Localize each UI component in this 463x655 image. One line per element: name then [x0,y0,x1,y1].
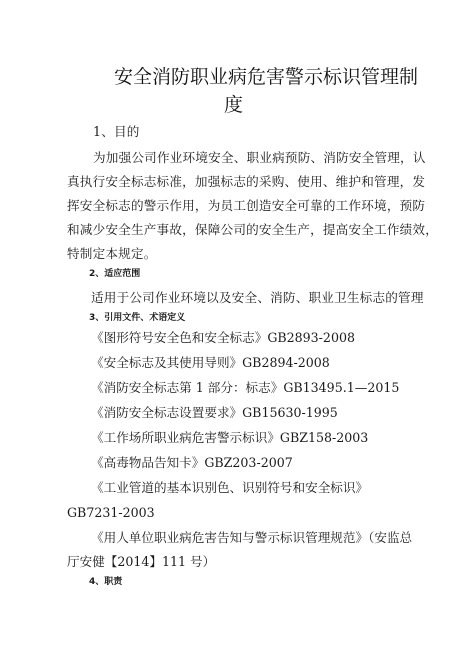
section-1-heading: 1、目的 [93,124,140,139]
document-title-line1: 安全消防职业病危害警示标识管理制 [114,66,419,88]
document-title-line2: 度 [224,94,244,116]
section-1-paragraph-line: 真执行安全标志标准，加强标志的采购、使用、维护和管理，发 [67,174,426,189]
reference-item: 《消防安全标志设置要求》GB15630-1995 [91,405,338,420]
section-2-heading: 2、适应范围 [89,269,141,279]
reference-item: 《工作场所职业病危害警示标识》GBZ158-2003 [91,430,369,445]
reference-item: 《图形符号安全色和安全标志》GB2893-2008 [91,330,355,345]
section-2-text: 适用于公司作业环境以及安全、消防、职业卫生标志的管理 [91,290,424,305]
reference-item: 《工业管道的基本识别色、识别符号和安全标识》 [91,480,369,495]
reference-item: 《安全标志及其使用导则》GB2894-2008 [91,355,330,370]
section-1-paragraph-line: 特制定本规定。 [67,246,157,261]
reference-item: 《高毒物品告知卡》GBZ203-2007 [91,455,293,470]
section-3-heading: 3、引用文件、术语定义 [89,313,186,323]
reference-item-continuation: 厅安健【2014】111 号） [67,554,216,569]
section-4-heading: 4、职责 [89,577,123,587]
section-1-paragraph-line: 挥安全标志的警示作用，为员工创造安全可靠的工作环境，预防 [67,198,426,213]
reference-item-continuation: GB7231-2003 [67,505,155,520]
section-1-paragraph-line: 和减少安全生产事故，保障公司的安全生产，提高安全工作绩效， [67,222,439,237]
reference-item: 《用人单位职业病危害告知与警示标识管理规范》（安监总 [91,530,413,545]
section-1-paragraph-line: 为加强公司作业环境安全、职业病预防、消防安全管理，认 [93,150,426,165]
reference-item: 《消防安全标志第 1 部分：标志》GB13495.1—2015 [91,380,400,395]
